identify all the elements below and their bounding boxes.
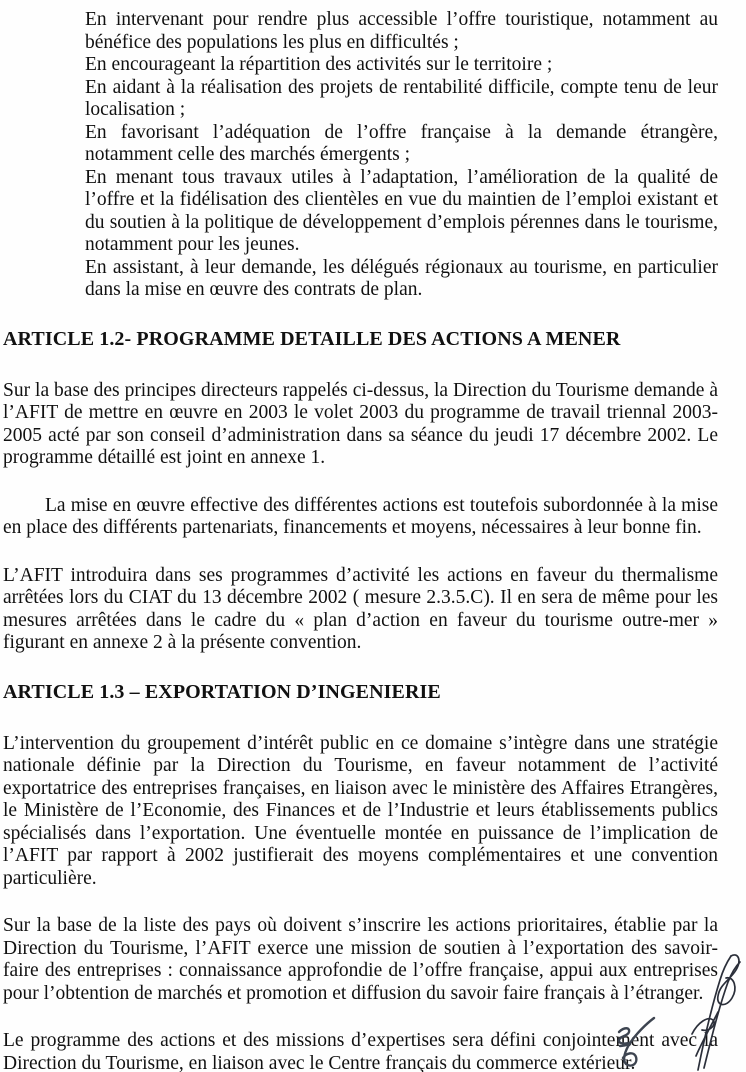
paragraph-intervention-gip: L’intervention du groupement d’intérêt public en ce domaine s’intègre dans une stratégie nationale définie par la Direction du Tourisme, en faveur notamment de l’activité exportatrice des entreprises françaises, en liaison avec le ministère des Affaires Etrangères, le Ministère de l’Economie, des Finances et de l’Industrie et leurs établissements publics spécialisés dans l’exportation. Une éventuelle montée en puissance de l’implication de l’AFIT par rapport à 2002 justifierait des moyens complémentaires et une convention particulière. — [3, 732, 718, 889]
paragraph-programme-base: Sur la base des principes directeurs rappelés ci-dessus, la Direction du Tourisme demande à l’AFIT de mettre en œuvre en 2003 le volet 2003 du programme de travail triennal 2003-2005 acté par son conseil d’administration dans sa séance du jeudi 17 décembre 2002. Le programme détaillé est joint en annexe 1. — [3, 379, 718, 468]
document-content — [3, 9, 718, 1072]
article-1-3-heading: ARTICLE 1.3 – EXPORTATION D’INGENIERIE — [3, 680, 441, 703]
handwritten-initials-icon — [610, 1010, 662, 1070]
list-item-aidant: En aidant à la réalisation des projets de rentabilité difficile, compte tenu de leur localisation ; — [85, 76, 718, 120]
list-item-assistant: En assistant, à leur demande, les délégués régionaux au tourisme, en particulier dans la mise en œuvre des contrats de plan. — [85, 256, 718, 300]
list-item-favorisant: En favorisant l’adéquation de l’offre française à la demande étrangère, notamment celle des marchés émergents ; — [85, 121, 718, 165]
paragraph-mise-en-oeuvre: La mise en œuvre effective des différentes actions est toutefois subordonnée à la mise en place des différents partenariats, financements et moyens, nécessaires à leur bonne fin. — [3, 494, 718, 538]
list-item-encourageant: En encourageant la répartition des activités sur le territoire ; — [85, 54, 553, 75]
paragraph-liste-pays: Sur la base de la liste des pays où doivent s’inscrire les actions prioritaires, établie par la Direction du Tourisme, l’AFIT exerce une mission de soutien à l’exportation des savoir-faire des entreprises : connaissance approfondie de l’offre française, appui aux entreprises pour l’obtention de marchés et promotion et diffusion du savoir faire français à l’étranger. — [3, 915, 718, 1004]
handwritten-signature-icon — [688, 950, 746, 1072]
article-1-2-heading: ARTICLE 1.2- PROGRAMME DETAILLE DES ACTIONS A MENER — [3, 327, 621, 350]
list-item-menant: En menant tous travaux utiles à l’adaptation, l’amélioration de la qualité de l’offre et la fidélisation des clientèles en vue du maintien de l’emploi existant et du soutien à la politique de développement d’emplois pérennes dans le tourisme, notamment pour les jeunes. — [85, 166, 718, 255]
paragraph-afit-thermalisme: L’AFIT introduira dans ses programmes d’activité les actions en faveur du thermalisme arrêtées lors du CIAT du 13 décembre 2002 ( mesure 2.3.5.C). Il en sera de même pour les mesures arrêtées dans le cadre du « plan d’action en faveur du tourisme outre-mer » figurant en annexe 2 à la présente convention. — [3, 564, 718, 653]
list-item-intervenant: En intervenant pour rendre plus accessible l’offre touristique, notamment au bénéfice des populations les plus en difficultés ; — [85, 9, 718, 53]
paragraph-programme-actions: Le programme des actions et des missions d’expertises sera défini conjointement avec la Direction du Tourisme, en liaison avec le Centre français du commerce extérieur. — [3, 1030, 718, 1072]
intro-list — [85, 9, 718, 302]
